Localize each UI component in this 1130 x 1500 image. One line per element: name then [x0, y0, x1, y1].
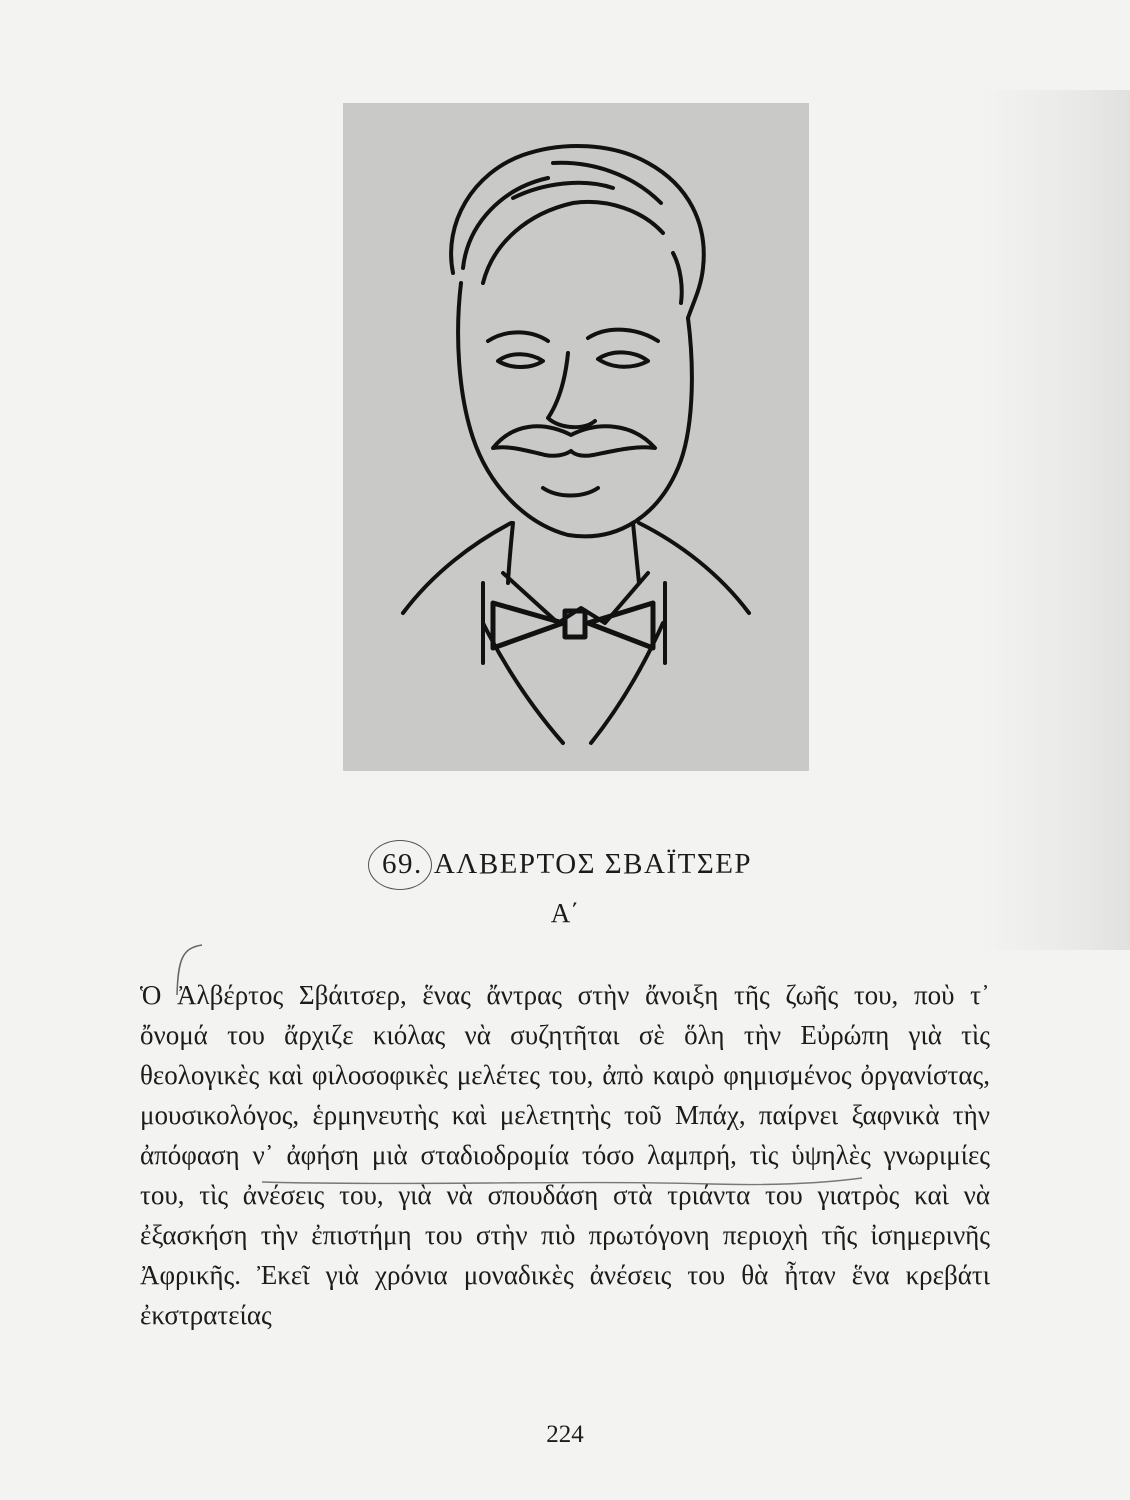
pencil-underline-icon	[262, 1170, 862, 1190]
chapter-number: 69.	[378, 848, 427, 880]
brow-left	[488, 332, 548, 341]
body-paragraph: Ὁ Ἀλβέρτος Σβάιτσερ, ἕνας ἄντρας στὴν ἄνοιξη τῆς ζωῆς του, ποὺ τ᾽ ὄνομά του ἄρχιζε κιόλας νὰ συζητῆται σὲ ὅλη τὴν Εὐρώπη γιὰ τὶς θεολογικὲς καὶ φιλοσοφικὲς μελέτες του, ἀπὸ καιρὸ φημισμένος ὀργανίστας, μουσικολόγος, ἑρμηνευτὴς καὶ μελετητὴς τοῦ Μπάχ, παίρνει ξαφνικὰ τὴν ἀπόφαση ν᾽ ἀφήση μιὰ σταδιοδρομία τόσο λαμπρή, τὶς ὑψηλὲς γνωριμίες του, τὶς ἀνέσεις του, γιὰ νὰ σπουδάση στὰ τριάντα του γιατρὸς καὶ νὰ ἐξασκήση τὴν ἐπιστήμη του στὴν πιὸ πρωτόγονη περιοχὴ τῆς ἰσημερινῆς Ἀφρικῆς. Ἐκεῖ γιὰ χρόνια μοναδικὲς ἀνέσεις του θὰ ἦταν ἕνα κρεβάτι ἐκστρατείας	[140, 980, 990, 1330]
chin	[543, 488, 598, 496]
portrait-drawing	[343, 103, 809, 771]
eye-right	[598, 352, 648, 366]
hair-strands	[463, 163, 682, 303]
jacket-lapel	[483, 583, 665, 663]
show-through-shadow	[980, 90, 1130, 950]
neck	[508, 523, 639, 583]
chapter-heading	[0, 848, 1130, 881]
portrait-illustration	[343, 103, 809, 771]
part-label: Α΄	[550, 898, 580, 928]
collar	[503, 573, 648, 623]
moustache	[493, 426, 655, 455]
face-outline	[458, 283, 692, 536]
brow-right	[588, 330, 658, 341]
nose	[548, 353, 595, 427]
hair-outline	[451, 146, 704, 318]
page-number: 224	[546, 1421, 584, 1448]
chapter-title: ΑΛΒΕΡΤΟΣ ΣΒΑΪΤΣΕΡ	[433, 848, 753, 880]
eye-left	[498, 354, 543, 367]
